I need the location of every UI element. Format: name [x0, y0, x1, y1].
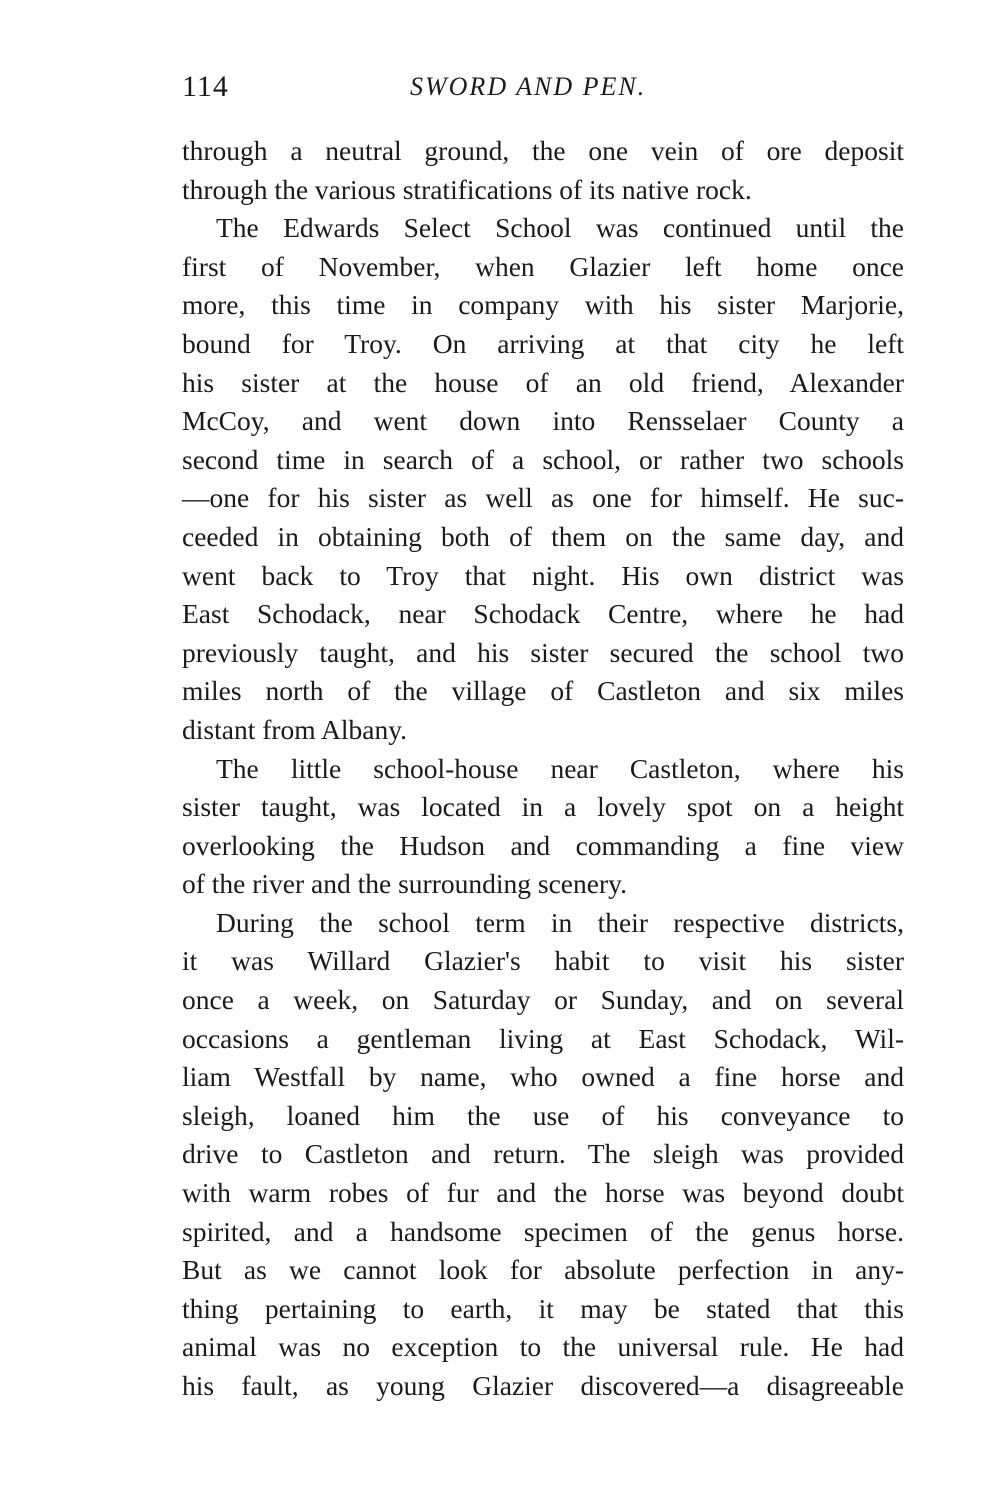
- text-line: During the school term in their respective districts,: [216, 906, 904, 938]
- text-line: The little school-house near Castleton, where his: [216, 752, 904, 784]
- text-line: bound for Troy. On arriving at that city he left: [182, 327, 904, 359]
- text-line: McCoy, and went down into Rensselaer County a: [182, 405, 904, 437]
- text-line: previously taught, and his sister secured the school two: [182, 636, 904, 668]
- text-line: his fault, as young Glazier discovered—a disagreeable: [182, 1370, 904, 1401]
- text-line: thing pertaining to earth, it may be stated that this: [182, 1292, 904, 1324]
- text-line: —one for his sister as well as one for himself. He suc-: [182, 482, 904, 514]
- text-line: sleigh, loaned him the use of his conveyance to: [182, 1099, 904, 1131]
- text-line: with warm robes of fur and the horse was beyond doubt: [182, 1177, 904, 1209]
- text-line: it was Willard Glazier's habit to visit his sister: [182, 945, 904, 977]
- text-line: first of November, when Glazier left home once: [182, 250, 904, 282]
- text-line: sister taught, was located in a lovely spot on a height: [182, 791, 904, 823]
- text-line: miles north of the village of Castleton and six miles: [182, 675, 904, 707]
- text-line: overlooking the Hudson and commanding a fine view: [182, 829, 904, 861]
- text-line: drive to Castleton and return. The sleigh was provided: [182, 1138, 904, 1170]
- body-text: [182, 132, 904, 1406]
- text-line: liam Westfall by name, who owned a fine horse and: [182, 1061, 904, 1093]
- text-line: once a week, on Saturday or Sunday, and on several: [182, 984, 904, 1016]
- text-line: East Schodack, near Schodack Centre, where he had: [182, 598, 904, 630]
- text-line: animal was no exception to the universal rule. He had: [182, 1331, 904, 1363]
- text-line: through a neutral ground, the one vein of ore deposit: [182, 135, 904, 166]
- text-line: But as we cannot look for absolute perfection in any-: [182, 1254, 904, 1286]
- text-line: more, this time in company with his sister Marjorie,: [182, 289, 904, 321]
- running-head: SWORD AND PEN.: [410, 72, 647, 101]
- text-line: spirited, and a handsome specimen of the genus horse.: [182, 1215, 904, 1247]
- page-number: 114: [182, 70, 229, 103]
- text-line: ceeded in obtaining both of them on the same day, and: [182, 520, 904, 552]
- text-line: his sister at the house of an old friend, Alexander: [182, 366, 904, 398]
- text-line: went back to Troy that night. His own district was: [182, 559, 904, 591]
- text-line: distant from Albany.: [182, 713, 408, 745]
- text-line: of the river and the surrounding scenery.: [182, 868, 627, 900]
- text-line: occasions a gentleman living at East Schodack, Wil-: [182, 1022, 904, 1054]
- page-header: [182, 70, 902, 110]
- text-line: second time in search of a school, or rather two schools: [182, 443, 904, 475]
- text-line: The Edwards Select School was continued until the: [216, 212, 904, 244]
- text-line: through the various stratifications of its native rock.: [182, 173, 752, 205]
